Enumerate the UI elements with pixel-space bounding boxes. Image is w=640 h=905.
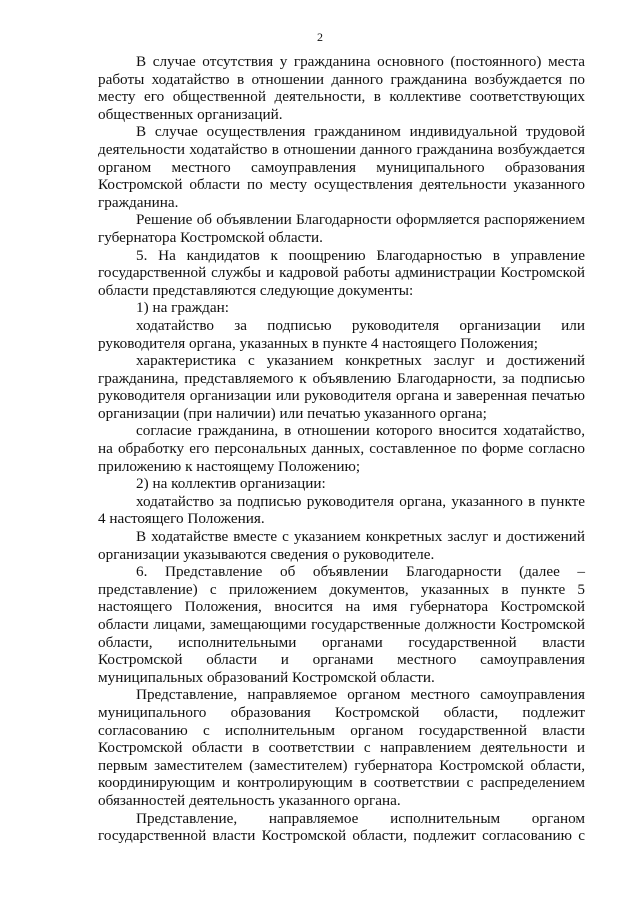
document-body [98, 53, 585, 845]
paragraph-item-6: 6. Представление об объявлении Благодарности (далее – представление) с приложением документов, указанных в пункте 5 настоящего Положения, вносится на имя губернатора Костромской области лицами, замещающими государственные должности Костромской области, исполнительными органами государственной власти Костромской области и органами местного самоуправления муниципальных образований Костромской области. [98, 563, 585, 686]
paragraph-petition: ходатайство за подписью руководителя организации или руководителя органа, указанных в пункте 4 настоящего Положения; [98, 316, 585, 352]
page-number: 2 [317, 30, 323, 44]
paragraph-collective-petition: ходатайство за подписью руководителя органа, указанного в пункте 4 настоящего Положения. [98, 492, 585, 528]
paragraph-item-5: 5. На кандидатов к поощрению Благодарностью в управление государственной службы и кадровой работы администрации Костромской области представляются следующие документы: [98, 246, 585, 299]
paragraph-for-collective: 2) на коллектив организации: [136, 475, 326, 493]
paragraph-consent: согласие гражданина, в отношении которого вносится ходатайство, на обработку его персональных данных, составленное по форме согласно приложению к настоящему Положению; [98, 422, 585, 475]
paragraph-local-government-submission: Представление, направляемое органом местного самоуправления муниципального образования Костромской области, подлежит согласованию с исполнительным органом государственной власти Костромской области в соответствии с направлением деятельности и первым заместителем (заместителем) губернатора Костромской области, координирующим и контролирующим в соответствии с распределением обязанностей деятельность указанного органа. [98, 686, 585, 809]
paragraph-executive-submission: Представление, направляемое исполнительным органом государственной власти Костромской области, подлежит согласованию с [98, 809, 585, 845]
paragraph-individual-labor: В случае осуществления гражданином индивидуальной трудовой деятельности ходатайство в отношении данного гражданина возбуждается органом местного самоуправления муниципального образования Костромской области по месту осуществления деятельности указанного гражданина. [98, 123, 585, 211]
paragraph-for-citizens: 1) на граждан: [136, 299, 229, 317]
paragraph-no-main-workplace: В случае отсутствия у гражданина основного (постоянного) места работы ходатайство в отношении данного гражданина возбуждается по месту его общественной деятельности, в коллективе соответствующих общественных организаций. [98, 53, 585, 123]
paragraph-decision-order: Решение об объявлении Благодарности оформляется распоряжением губернатора Костромской области. [98, 211, 585, 246]
paragraph-petition-details: В ходатайстве вместе с указанием конкретных заслуг и достижений организации указываются сведения о руководителе. [98, 528, 585, 563]
paragraph-characteristic: характеристика с указанием конкретных заслуг и достижений гражданина, представляемого к объявлению Благодарности, за подписью руководителя организации или руководителя органа и заверенная печатью организации (при наличии) или печатью указанного органа; [98, 352, 585, 422]
